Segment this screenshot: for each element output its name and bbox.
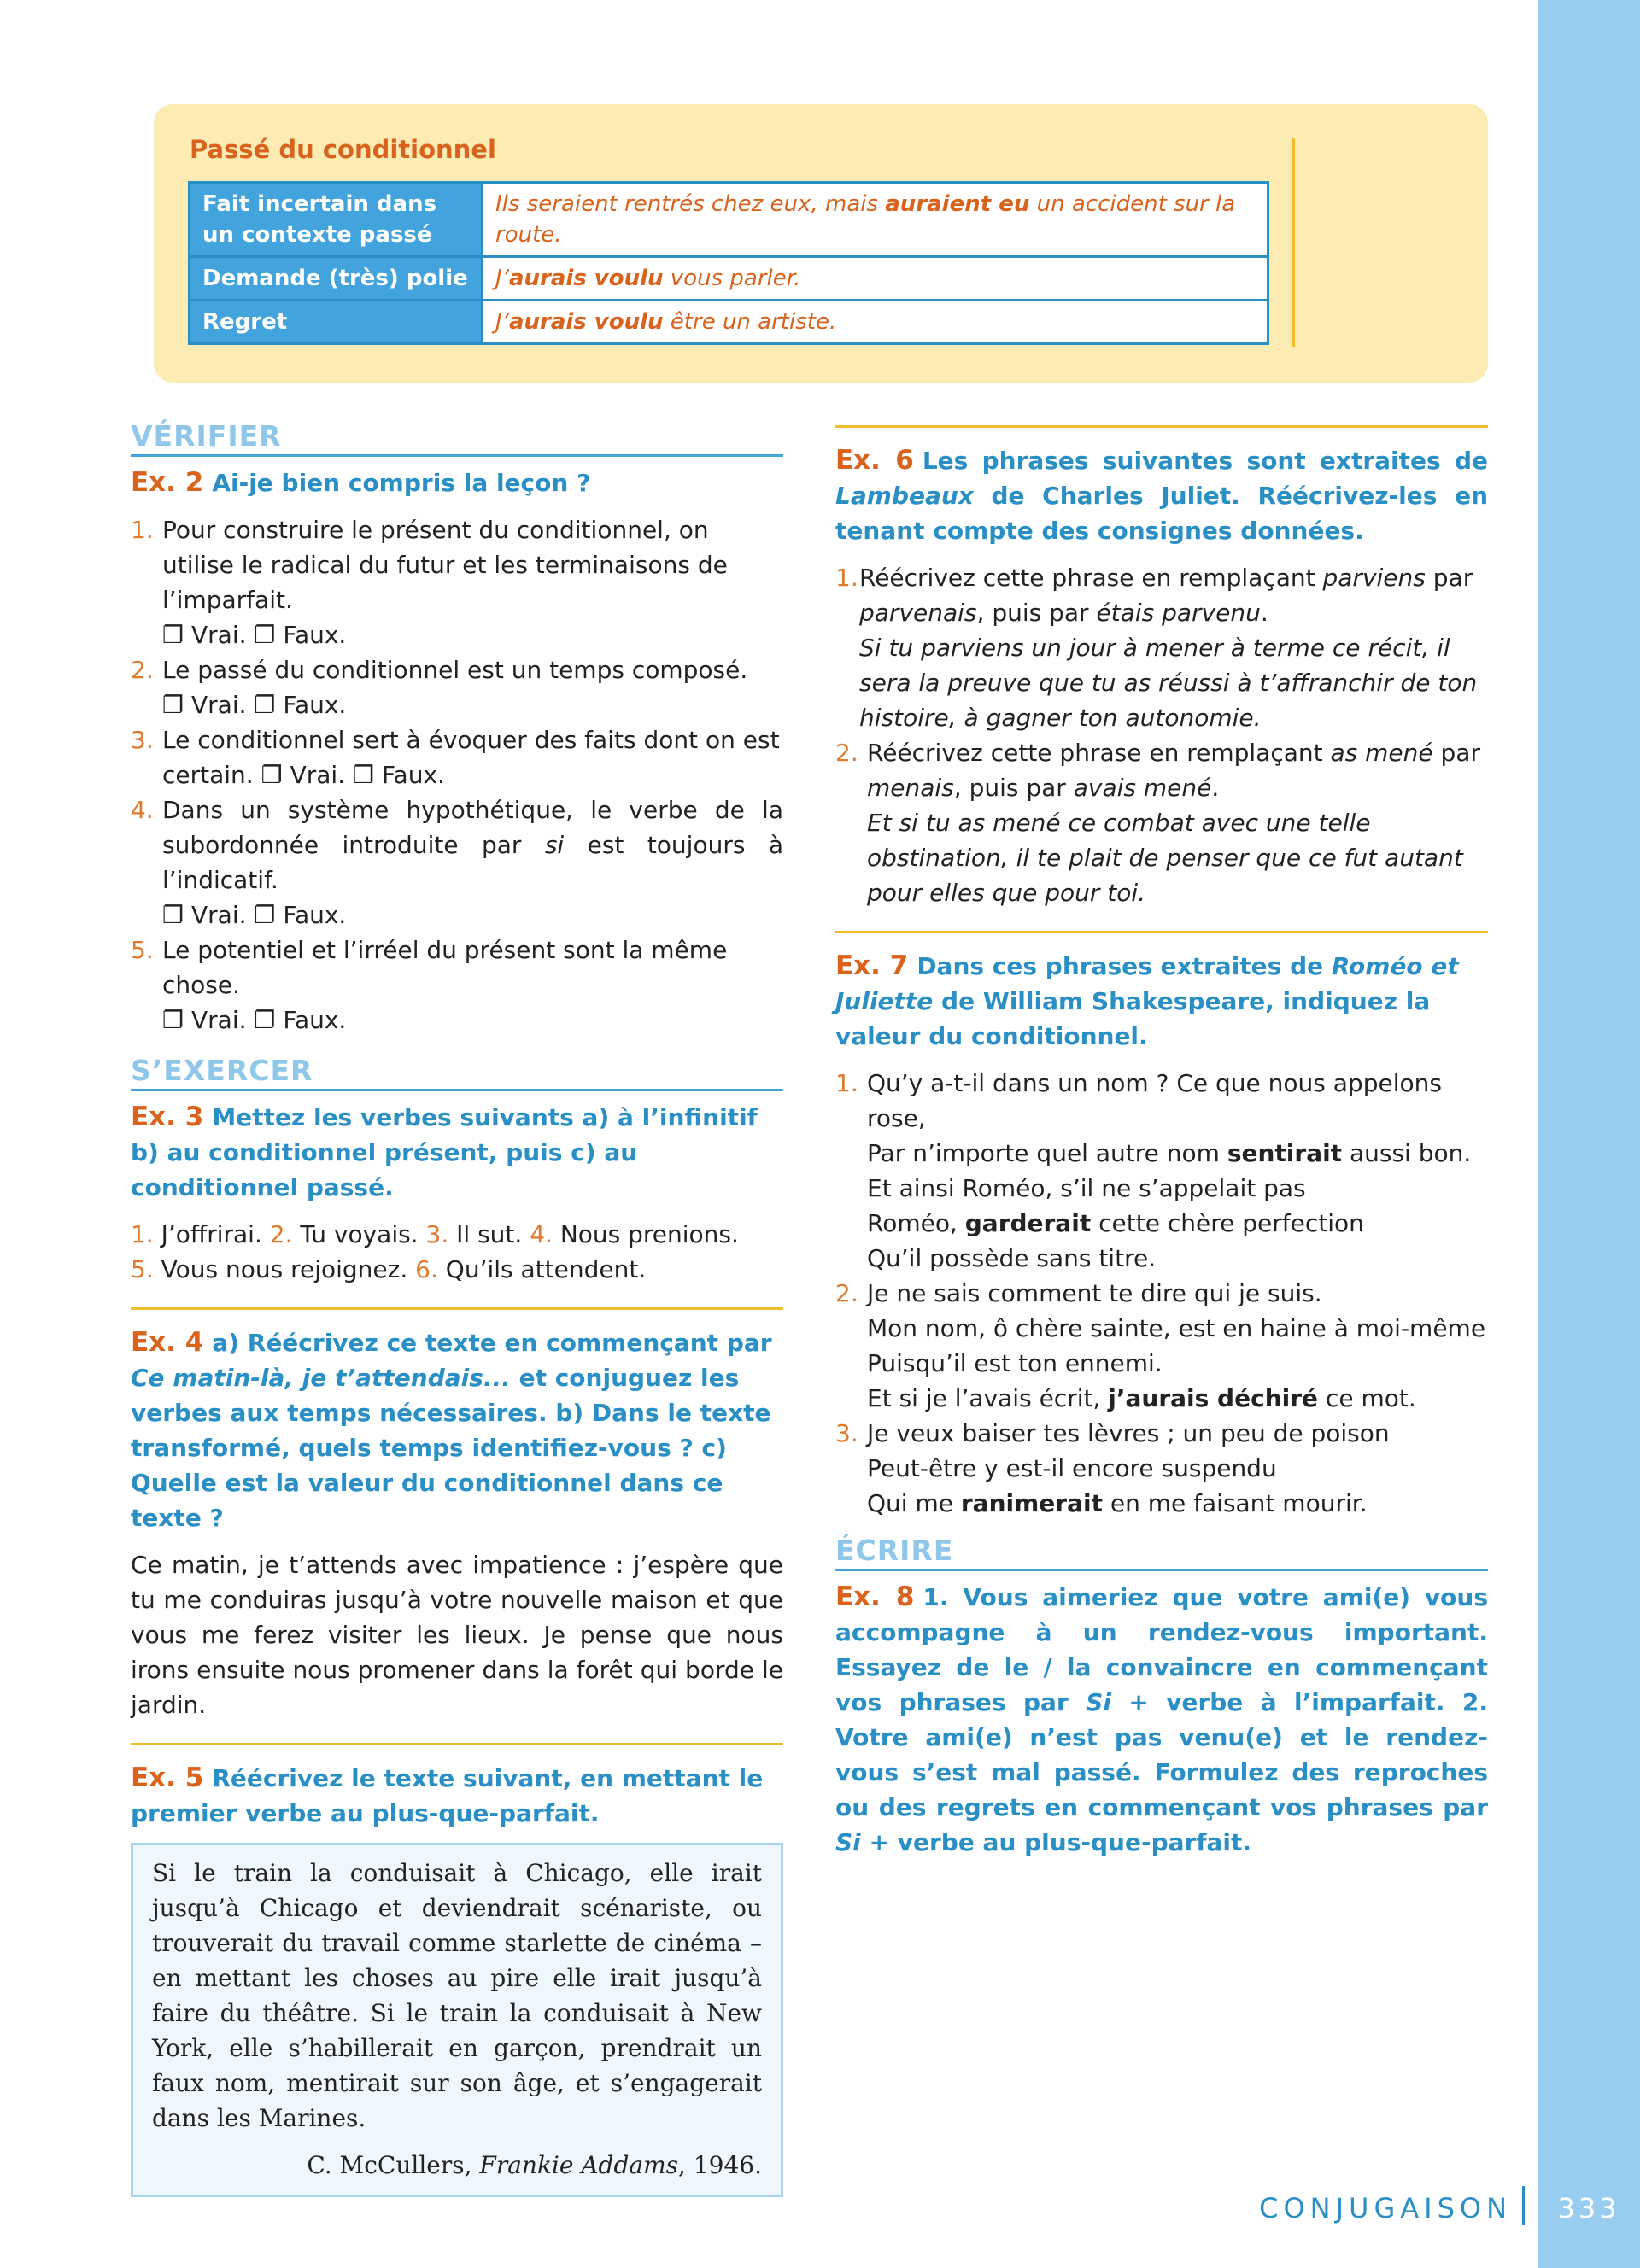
row-example: Ils seraient rentrés chez eux, mais auraient eu un accident sur la route. xyxy=(483,183,1268,257)
grammar-box-title: Passé du conditionnel xyxy=(190,135,496,164)
section-title-verifier: VÉRIFIER xyxy=(131,418,783,457)
ex6-heading: Ex. 6 Les phrases suivantes sont extraites de Lambeaux de Charles Juliet. Réécrivez-les en tenant compte des consignes données. xyxy=(835,445,1488,545)
poem-2: 2. Je ne sais comment te dire qui je suis. Mon nom, ô chère sainte, est en haine à moi-même Puisqu’il est ton ennemi. Et si je l’avais écrit, j’aurais déchiré ce mot. xyxy=(835,1279,1486,1412)
row-label: Demande (très) polie xyxy=(190,257,483,301)
ex6-quote-2: Et si tu as mené ce combat avec une telle obstination, il te plait de penser que ce fut autant pour elles que pour toi. xyxy=(867,809,1463,907)
section-title-ecrire: ÉCRIRE xyxy=(835,1533,1488,1571)
ex2-heading: Ex. 2 Ai-je bien compris la leçon ? xyxy=(131,467,591,498)
list-item: 2. Le passé du conditionnel est un temps composé. ❐ Vrai. ❐ Faux. xyxy=(131,656,748,719)
divider xyxy=(835,425,1488,428)
row-label: Regret xyxy=(190,301,483,344)
list-item: 2. Réécrivez cette phrase en remplaçant as mené par menais, puis par avais mené. Et si tu as mené ce combat avec une telle obstination, il te plait de penser que ce fut autant pour elles que pour toi. xyxy=(835,739,1480,907)
true-false-checkboxes[interactable]: ❐ Vrai. ❐ Faux. xyxy=(162,621,347,649)
quote-text: Si le train la conduisait à Chicago, elle irait jusqu’à Chicago et deviendrait scénariste, ou trouverait du travail comme starlette de cinéma – en mettant les choses au pire elle irait jusqu’à faire du théâtre. Si le train la conduisait à New York, elle s’habillerait en garçon, prendrait un faux nom, mentirait sur son âge, et s’engagerait dans les Marines. xyxy=(152,1859,762,2132)
left-column xyxy=(131,418,783,2197)
page-edge-band xyxy=(1538,0,1640,2268)
divider xyxy=(131,1307,783,1310)
quote-source: C. McCullers, Frankie Addams, 1946. xyxy=(307,2151,762,2179)
quote-box xyxy=(131,1843,783,2197)
true-false-checkboxes[interactable]: ❐ Vrai. ❐ Faux. xyxy=(162,691,347,719)
row-example: J’aurais voulu être un artiste. xyxy=(483,301,1268,344)
row-label: Fait incertain dans un contexte passé xyxy=(190,183,483,257)
list-item: 3. Le conditionnel sert à évoquer des faits dont on est certain. ❐ Vrai. ❐ Faux. xyxy=(131,726,780,789)
list-item: 1. Pour construire le présent du conditionnel, on utilise le radical du futur et les terminaisons de l’imparfait. ❐ Vrai. ❐ Faux. xyxy=(131,516,728,649)
ex5-heading: Ex. 5 Réécrivez le texte suivant, en mettant le premier verbe au plus-que-parfait. xyxy=(131,1762,764,1827)
divider xyxy=(131,1743,783,1745)
page-number: 333 xyxy=(1557,2192,1620,2224)
ex3-verbs: 1. J’offrirai. 2. Tu voyais. 3. Il sut. 4. Nous prenions. 5. Vous nous rejoignez. 6. Qu’ils attendent. xyxy=(131,1220,739,1283)
list-item: 4. Dans un système hypothétique, le verbe de la subordonnée introduite par si est toujours à l’indicatif. ❐ Vrai. ❐ Faux. xyxy=(131,796,783,929)
table-row xyxy=(190,257,1268,301)
true-false-checkboxes[interactable]: ❐ Vrai. ❐ Faux. xyxy=(162,1006,347,1034)
divider xyxy=(835,931,1488,933)
true-false-checkboxes[interactable]: ❐ Vrai. ❐ Faux. xyxy=(261,761,445,789)
footer-separator xyxy=(1522,2186,1525,2225)
ex6-quote-1: Si tu parviens un jour à mener à terme ce récit, il sera la preuve que tu as réussi à t’affranchir de ton histoire, à gagner ton autonomie. xyxy=(859,634,1478,732)
list-item: 5. Le potentiel et l’irréel du présent sont la même chose. ❐ Vrai. ❐ Faux. xyxy=(131,936,728,1034)
list-item: 1. Réécrivez cette phrase en remplaçant parviens par parvenais, puis par étais parvenu. Si tu parviens un jour à mener à terme ce récit, il sera la preuve que tu as réussi à t’affranchir de ton histoire, à gagner ton autonomie. xyxy=(835,564,1478,732)
poem-3: 3. Je veux baiser tes lèvres ; un peu de poison Peut-être y est-il encore suspendu Qui me ranimerait en me faisant mourir. xyxy=(835,1419,1390,1517)
true-false-checkboxes[interactable]: ❐ Vrai. ❐ Faux. xyxy=(162,901,347,929)
right-column xyxy=(835,425,1488,1872)
ex8-heading: Ex. 8 1. Vous aimeriez que votre ami(e) vous accompagne à un rendez-vous important. Essayez de le / la convaincre en commençant vos phrases par Si + verbe à l’imparfait. 2. Votre ami(e) n’est pas venu(e) et le rendez-vous s’est mal passé. Formulez des reproches ou des regrets en commençant vos phrases par Si + verbe au plus-que-parfait. xyxy=(835,1581,1488,1856)
table-row xyxy=(190,183,1268,257)
ex4-text: Ce matin, je t’attends avec impatience : j’espère que tu me conduiras jusqu’à votre nouvelle maison et que vous me ferez visiter les lieux. Je pense que nous irons ensuite nous promener dans la forêt qui borde le jardin. xyxy=(131,1551,783,1719)
poem-1: 1. Qu’y a-t-il dans un nom ? Ce que nous appelons rose, Par n’importe quel autre nom sentirait aussi bon. Et ainsi Roméo, s’il ne s’appelait pas Roméo, garderait cette chère perfection Qu’il possède sans titre. xyxy=(835,1069,1472,1272)
section-title-exercer: S’EXERCER xyxy=(131,1053,783,1091)
ex7-heading: Ex. 7 Dans ces phrases extraites de Roméo et Juliette de William Shakespeare, indiquez la valeur du conditionnel. xyxy=(835,950,1459,1050)
grammar-box-rule xyxy=(1292,138,1295,347)
footer-section-label: CONJUGAISON xyxy=(1259,2192,1512,2224)
table-row xyxy=(190,301,1268,344)
row-example: J’aurais voulu vous parler. xyxy=(483,257,1268,301)
grammar-table xyxy=(188,181,1269,345)
ex3-heading: Ex. 3 Mettez les verbes suivants a) à l’infinitif b) au conditionnel présent, puis c) au conditionnel passé. xyxy=(131,1102,758,1201)
ex4-heading: Ex. 4 a) Réécrivez ce texte en commençant par Ce matin-là, je t’attendais... et conjuguez les verbes aux temps nécessaires. b) Dans le texte transformé, quels temps identifiez-vous ? c) Quelle est la valeur du conditionnel dans ce texte ? xyxy=(131,1327,772,1532)
